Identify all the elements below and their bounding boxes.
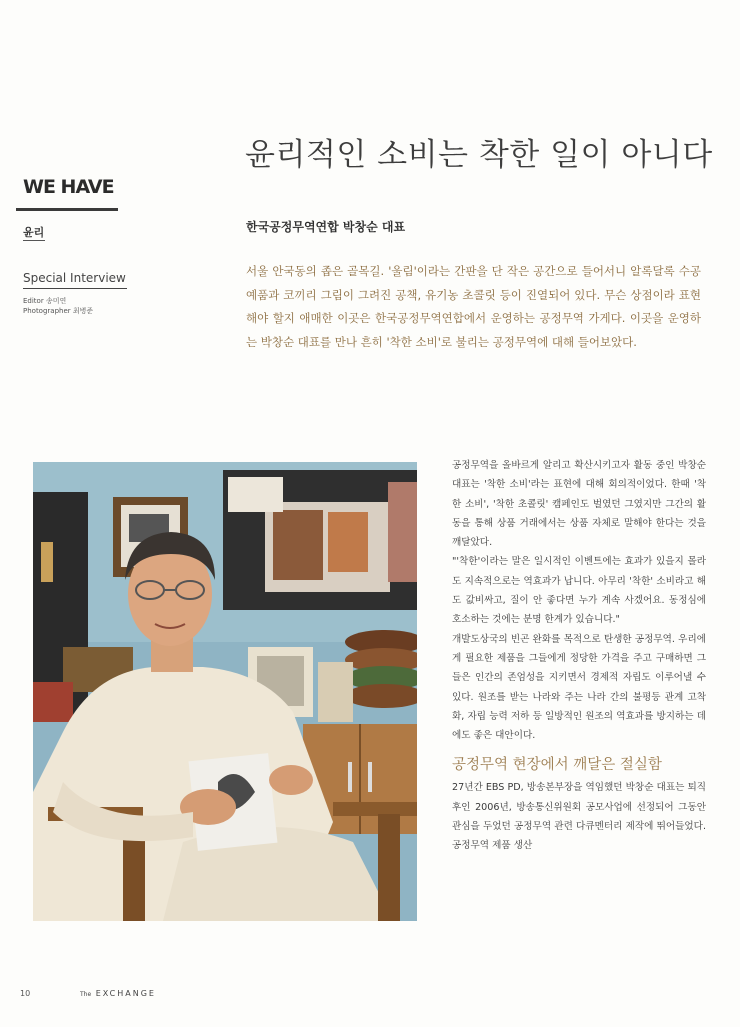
body-paragraph: 공정무역을 올바르게 알리고 확산시키고자 활동 중인 박창순 대표는 '착한 소비'라는 표현에 대해 회의적이었다. 한때 '착한 소비', '착한 초콜릿' 캠페인도 벌였던 그였지만 그간의 활동을 통해 상품 거래에서는 상품 자체로 말해야 한다는 것을 깨달았다.	[452, 460, 706, 549]
article-subhead: 한국공정무역연합 박창순 대표	[246, 220, 406, 234]
interview-rule	[23, 288, 127, 289]
photographer-credit: Photographer 최병준	[23, 307, 94, 315]
section-category: 윤리	[23, 226, 45, 239]
section-rule	[16, 208, 118, 211]
body-subheading: 공정무역 현장에서 깨달은 절실함	[452, 757, 662, 774]
body-paragraph: 개발도상국의 빈곤 완화를 목적으로 탄생한 공정무역. 우리에게 필요한 제품을 그들에게 정당한 가격을 주고 구매하면 그들은 인간의 존엄성을 지키면서 경제적 자립도 이루어낼 수 있다. 원조를 받는 나라와 주는 나라 간의 불평등 관계 고착화, 자립 능력 저하 등 일방적인 원조의 역효과를 방지하는 데에도 좋은 대안이다.	[452, 633, 706, 742]
body-paragraph: "'착한'이라는 말은 일시적인 이벤트에는 효과가 있을지 몰라도 지속적으로는 역효과가 납니다. 아무리 '착한' 소비라고 해도 값비싸고, 질이 안 좋다면 누가 계속 사겠어요. 동정심에 호소하는 것에는 분명 한계가 있습니다."	[452, 556, 706, 626]
brand-prefix: The	[80, 991, 92, 998]
body-column	[452, 456, 706, 856]
editor-credit: Editor 송미연	[23, 297, 67, 305]
magazine-brand	[80, 989, 156, 998]
body-paragraph: 27년간 EBS PD, 방송본부장을 역임했던 박창순 대표는 퇴직 후인 2006년, 방송통신위원회 공모사업에 선정되어 그동안 관심을 두었던 공정무역 관련 다큐멘터리 제작에 뛰어들었다. 공정무역 제품 생산	[452, 782, 706, 852]
page-number: 10	[20, 989, 31, 998]
category-underline	[23, 240, 45, 241]
interview-label: Special Interview	[23, 271, 126, 285]
article-headline: 윤리적인 소비는 착한 일이 아니다	[245, 137, 713, 173]
lead-paragraph: 서울 안국동의 좁은 골목길. '울림'이라는 간판을 단 작은 공간으로 들어서니 알록달록 수공예품과 코끼리 그림이 그려진 공책, 유기농 초콜릿 등이 진열되어 있다. 무슨 상점이라 표현해야 할지 애매한 이곳은 한국공정무역연합에서 운영하는 공정무역 가게다. 이곳을 운영하는 박창순 대표를 만나 흔히 '착한 소비'로 불리는 공정무역에 대해 들어보았다.	[246, 264, 701, 349]
section-title: WE HAVE	[23, 176, 114, 198]
brand-name: EXCHANGE	[95, 989, 156, 998]
portrait-photo	[33, 462, 417, 921]
